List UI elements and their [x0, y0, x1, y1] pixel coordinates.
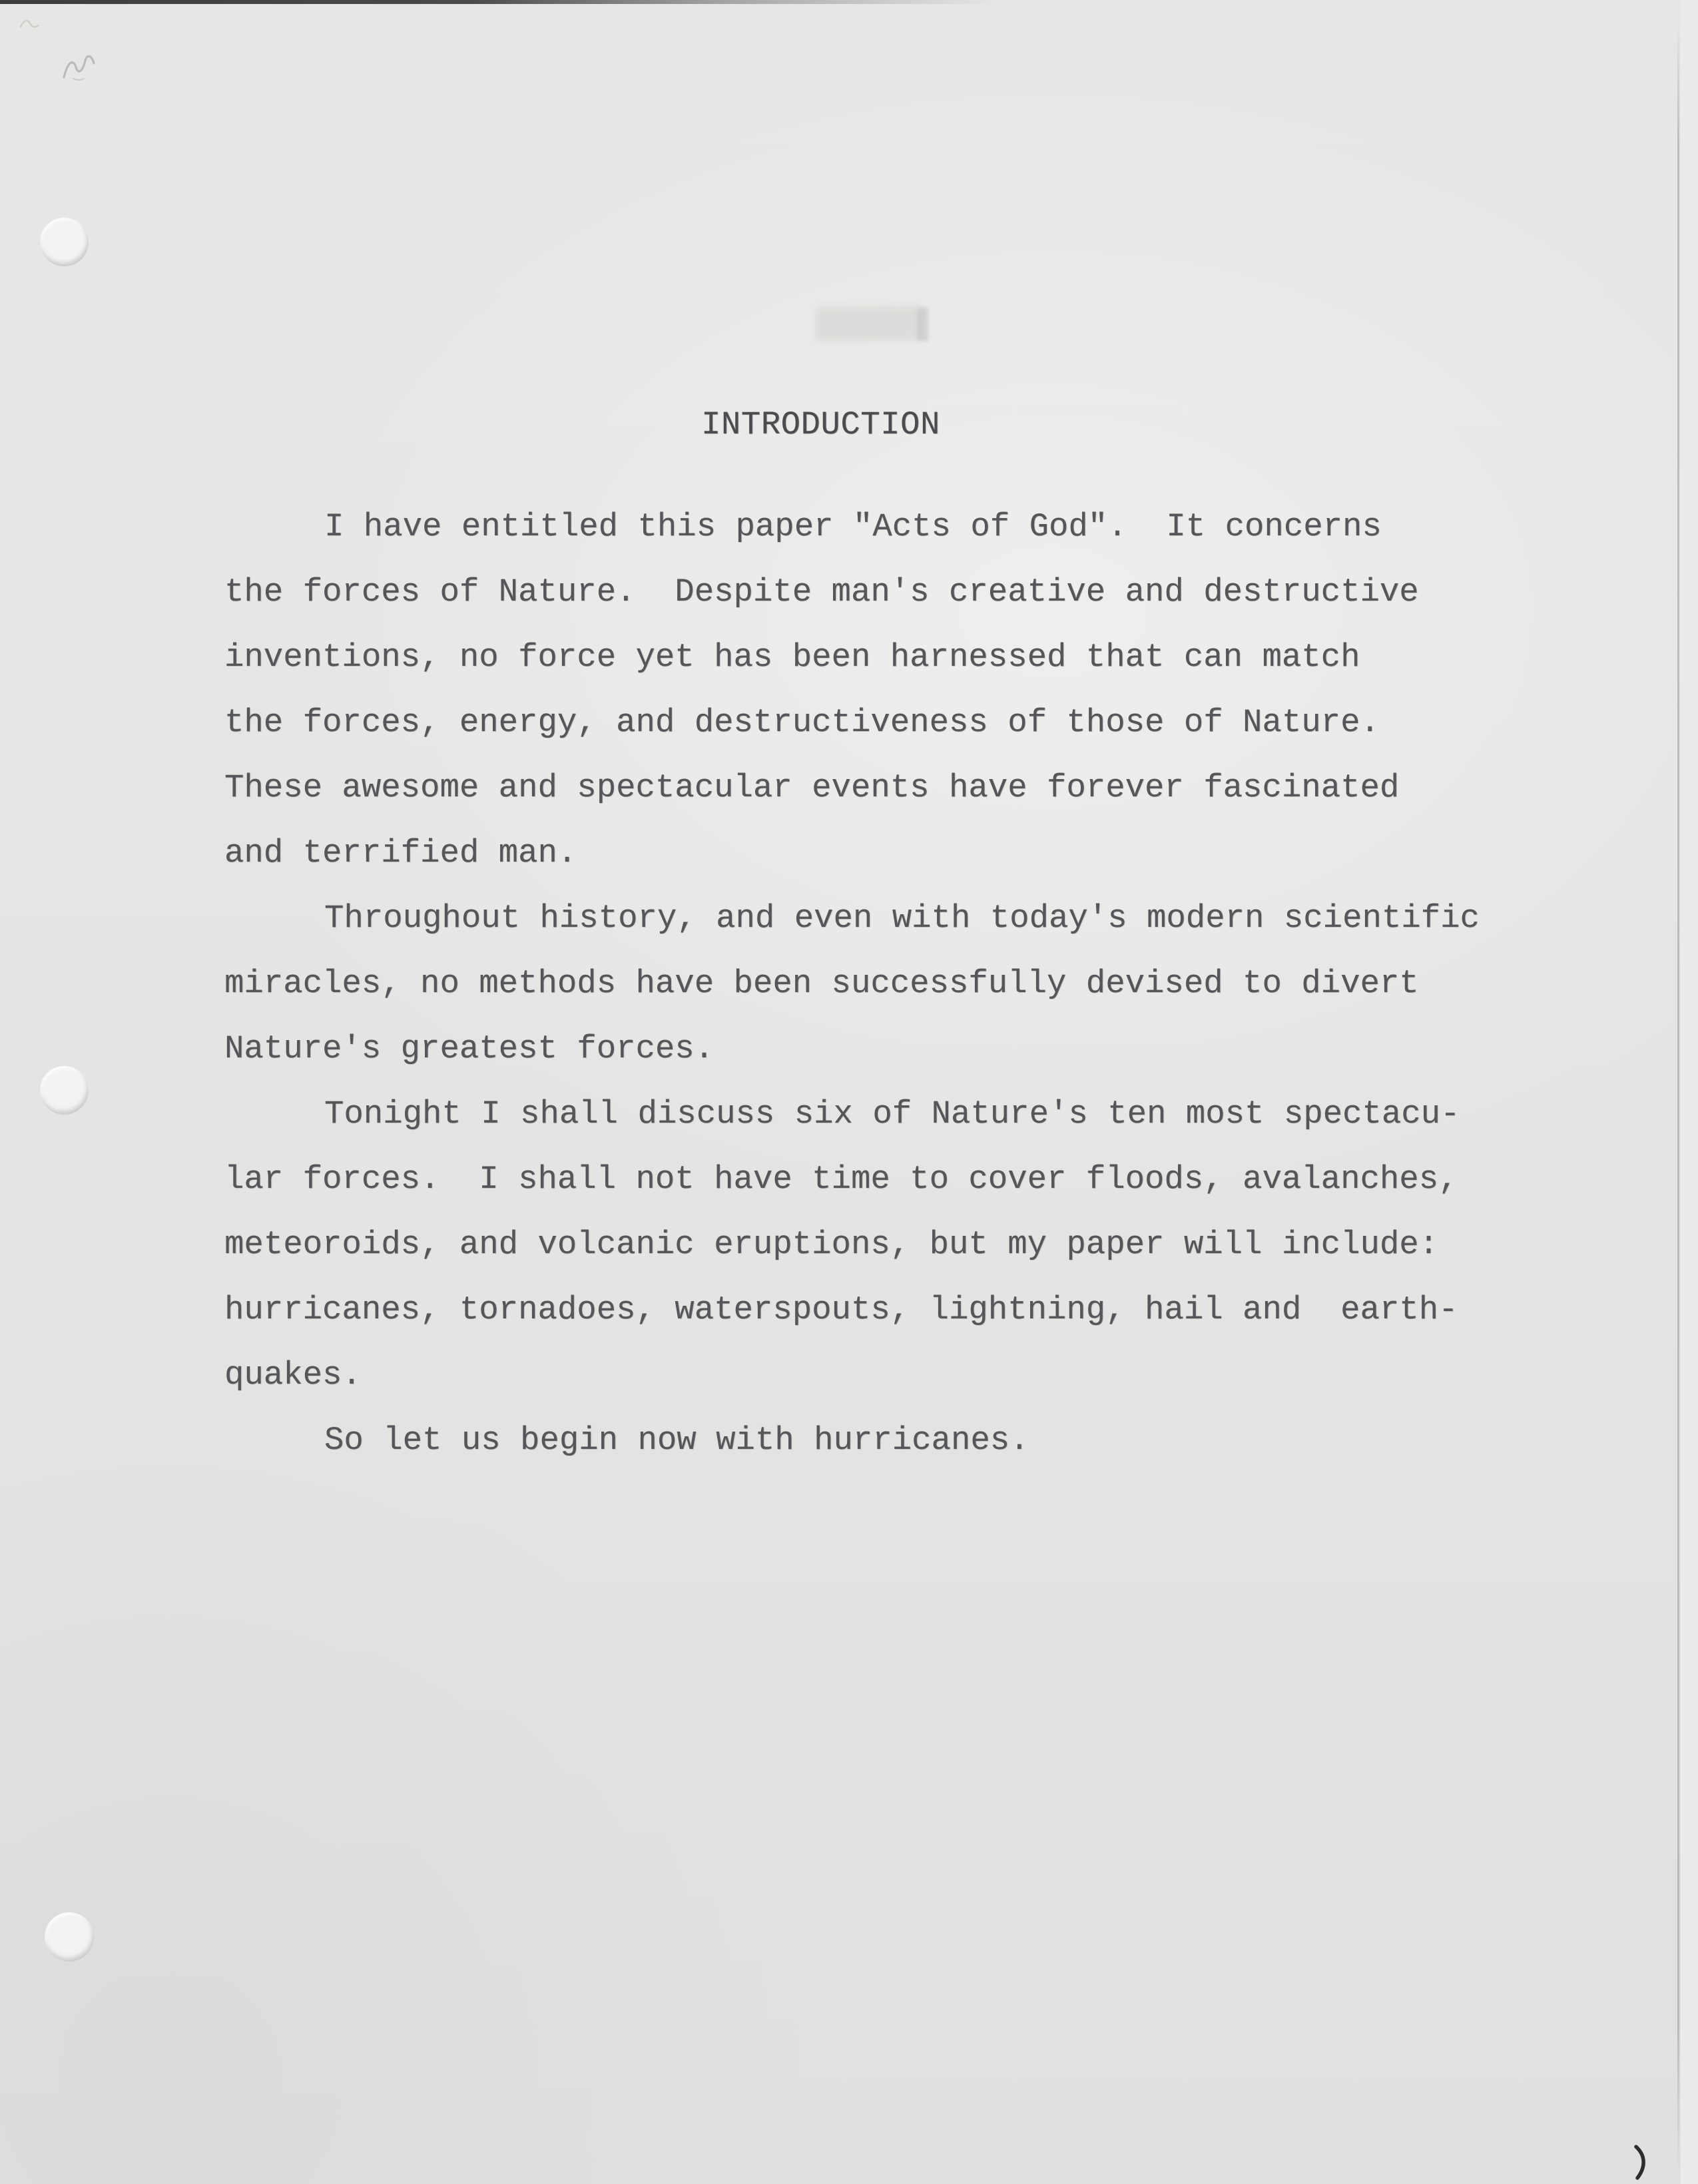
pencil-squiggle-mark [53, 39, 109, 95]
text-line: Tonight I shall discuss six of Nature's ten most spectacu- [324, 1095, 1460, 1133]
bleed-through-smudge [816, 306, 921, 341]
text-line: Throughout history, and even with today's modern scientific [324, 900, 1480, 937]
text-line: Nature's greatest forces. [224, 1030, 714, 1067]
text-line: lar forces. I shall not have time to cover floods, avalanches, [224, 1161, 1458, 1198]
scan-right-margin [1681, 0, 1698, 2184]
text-line: These awesome and spectacular events have forever fascinated [224, 769, 1400, 806]
text-line: meteoroids, and volcanic eruptions, but my paper will include: [224, 1226, 1439, 1263]
text-line: I have entitled this paper "Acts of God". It concerns [324, 508, 1382, 545]
text-line: hurricanes, tornadoes, waterspouts, lightning, hail and earth- [224, 1291, 1458, 1328]
text-line: the forces, energy, and destructiveness of those of Nature. [224, 704, 1380, 741]
scan-top-edge-artifact [0, 0, 1039, 4]
text-line: inventions, no force yet has been harnessed that can match [224, 639, 1360, 676]
document-body [224, 494, 1480, 1473]
text-line: So let us begin now with hurricanes. [324, 1422, 1029, 1459]
pencil-corner-mark [17, 12, 44, 39]
text-line: miracles, no methods have been successfully devised to divert [224, 965, 1419, 1002]
punch-hole-middle [40, 1066, 89, 1115]
text-line: the forces of Nature. Despite man's creative and destructive [224, 573, 1419, 611]
punch-hole-top [40, 218, 89, 266]
page-edge-line [1677, 19, 1679, 2179]
bleed-through-smudge-edge [918, 308, 928, 341]
pen-paren-mark [1631, 2144, 1653, 2181]
punch-hole-bottom [45, 1912, 94, 1962]
text-line: and terrified man. [224, 834, 577, 872]
document-title: INTRODUCTION [701, 406, 940, 443]
text-line: quakes. [224, 1356, 362, 1394]
